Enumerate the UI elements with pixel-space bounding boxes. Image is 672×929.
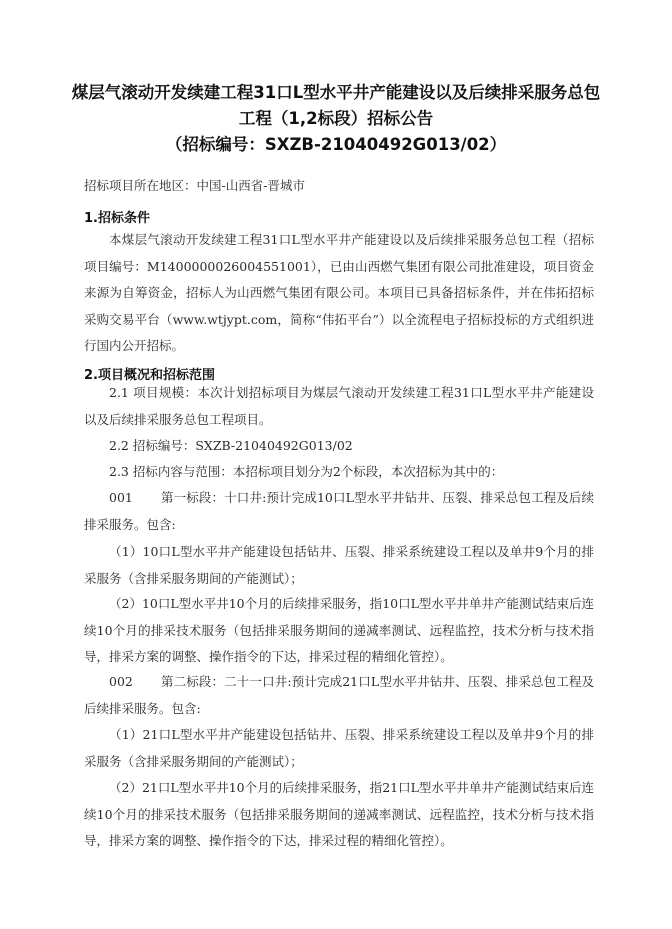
project-region: 招标项目所在地区：中国-山西省-晋城市 [84, 178, 305, 193]
title-line-2: 工程（1,2标段）招标公告 [238, 109, 434, 128]
paragraph-2-2: 2.2 招标编号：SXZB-21040492G013/02 [109, 438, 353, 453]
section-1-body: 本煤层气滚动开发续建工程31口L型水平井产能建设以及后续排采服务总包工程（招标项目编号：M1400000026004551001），已由山西燃气集团有限公司批准建设，项目资金来源为自筹资金，招标人为山西燃气集团有限公司。本项目已具备招标条件，并在伟拓招标采购交易平台（www.wtjypt.com，简称“伟拓平台”）以全流程电子招标投标的方式组织进行国内公开招标。 [84, 232, 594, 353]
lot-1-code: 001 [109, 490, 133, 505]
lot-2-description [84, 669, 594, 722]
title-line-1: 煤层气滚动开发续建工程31口L型水平井产能建设以及后续排采服务总包 [71, 83, 601, 102]
lot-1-description [84, 485, 594, 538]
lot-1-text: 第一标段：十口井:预计完成10口L型水平井钻井、压裂、排采总包工程及后续排采服务。包含: [84, 490, 594, 532]
lot-2-item-2: （2）21口L型水平井10个月的后续排采服务，指21口L型水平井单井产能测试结束后连续10个月的排采技术服务（包括排采服务期间的递减率测试、远程监控，技术分析与技术指导，排采方案的调整、操作指令的下达，排采过程的精细化管控）。 [84, 780, 594, 848]
lot-2-code: 002 [109, 674, 133, 689]
lot-2-text: 第二标段：二十一口井:预计完成21口L型水平井钻井、压裂、排采总包工程及后续排采服务。包含: [84, 674, 594, 716]
title-line-3: （招标编号：SXZB-21040492G013/02） [165, 135, 507, 154]
paragraph-2-1: 2.1 项目规模：本次计划招标项目为煤层气滚动开发续建工程31口L型水平井产能建设以及后续排采服务总包工程项目。 [84, 385, 594, 427]
lot-1-item-2: （2）10口L型水平井10个月的后续排采服务，指10口L型水平井单井产能测试结束后连续10个月的排采技术服务（包括排采服务期间的递减率测试、远程监控，技术分析与技术指导，排采方案的调整、操作指令的下达，排采过程的精细化管控）。 [84, 596, 594, 664]
section-2-heading: 2.项目概况和招标范围 [84, 368, 215, 383]
paragraph-2-3: 2.3 招标内容与范围：本招标项目划分为2个标段，本次招标为其中的： [109, 464, 504, 479]
section-1-heading: 1.招标条件 [84, 211, 150, 226]
lot-2-item-1: （1）21口L型水平井产能建设包括钻井、压裂、排采系统建设工程以及单井9个月的排采服务（含排采服务期间的产能测试）； [84, 727, 594, 769]
lot-1-item-1: （1）10口L型水平井产能建设包括钻井、压裂、排采系统建设工程以及单井9个月的排采服务（含排采服务期间的产能测试）； [84, 544, 594, 586]
